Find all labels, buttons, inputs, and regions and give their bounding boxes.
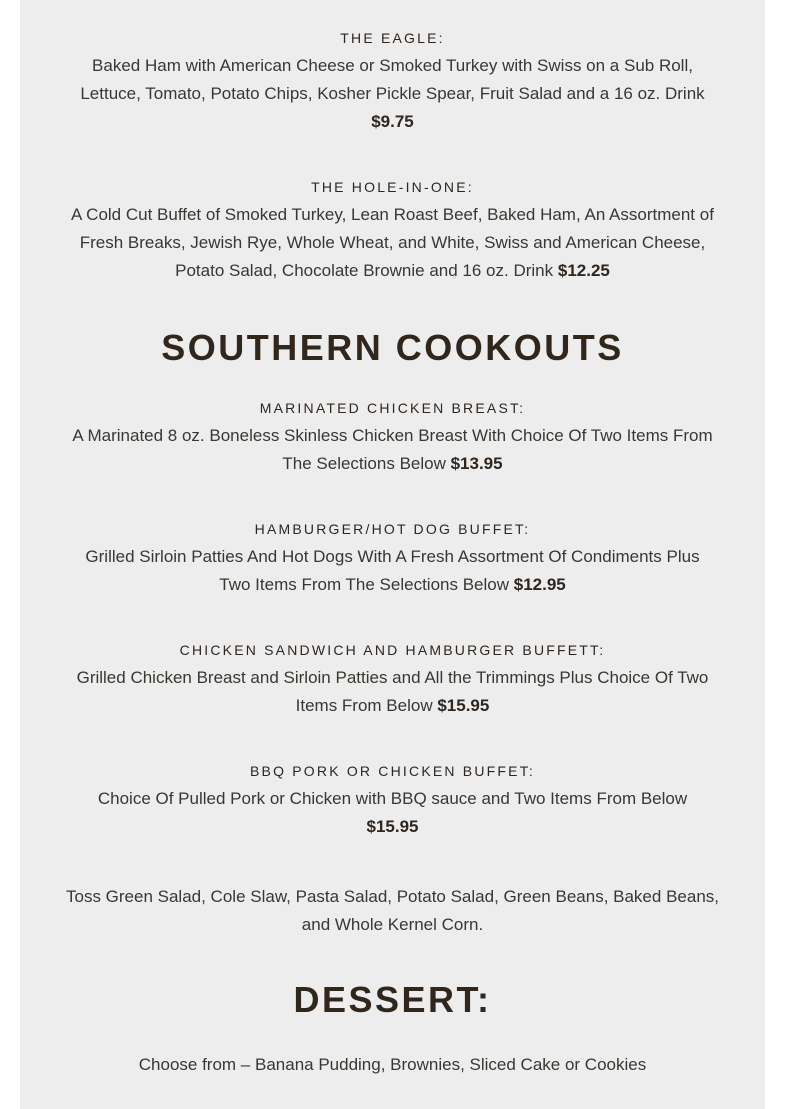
item-description: Grilled Chicken Breast and Sirloin Patties and All the Trimmings Plus Choice Of Two [76, 668, 709, 687]
item-price: $15.95 [366, 817, 419, 836]
item-description: Items From Below [295, 696, 438, 715]
item-title: BBQ PORK OR CHICKEN BUFFET: [250, 763, 535, 779]
side-selections [0, 883, 785, 939]
section-heading-southern-cookouts: SOUTHERN COOKOUTS [161, 327, 624, 368]
item-price: $12.25 [557, 261, 610, 280]
item-price: $15.95 [437, 696, 490, 715]
menu-item-bbq-pork-chicken [0, 757, 785, 841]
item-description: Baked Ham with American Cheese or Smoked Turkey with Swiss on a Sub Roll, [92, 56, 693, 75]
item-description: A Marinated 8 oz. Boneless Skinless Chicken Breast With Choice Of Two Items From [72, 426, 713, 445]
item-title: HAMBURGER/HOT DOG BUFFET: [254, 521, 531, 537]
item-title: MARINATED CHICKEN BREAST: [259, 400, 526, 416]
item-description: Two Items From The Selections Below [219, 575, 514, 594]
menu-item-hole-in-one [0, 173, 785, 285]
sides-text: Toss Green Salad, Cole Slaw, Pasta Salad, Potato Salad, Green Beans, Baked Beans, [65, 887, 719, 906]
item-description: Potato Salad, Chocolate Brownie and 16 oz. Drink [175, 261, 558, 280]
sides-text: and Whole Kernel Corn. [301, 915, 484, 934]
item-description: Choice Of Pulled Pork or Chicken with BBQ sauce and Two Items From Below [97, 789, 688, 808]
item-title: CHICKEN SANDWICH AND HAMBURGER BUFFETT: [179, 642, 606, 658]
menu-item-chicken-sandwich-hamburger [0, 636, 785, 720]
item-description: Grilled Sirloin Patties And Hot Dogs With A Fresh Assortment Of Condiments Plus [85, 547, 700, 566]
section-heading-dessert: DESSERT: [293, 979, 492, 1020]
dessert-options [0, 1051, 785, 1079]
item-description: A Cold Cut Buffet of Smoked Turkey, Lean Roast Beef, Baked Ham, An Assortment of [71, 205, 714, 224]
dessert-text: Choose from – Banana Pudding, Brownies, Sliced Cake or Cookies [138, 1055, 647, 1074]
menu-item-marinated-chicken [0, 394, 785, 478]
item-description: Fresh Breaks, Jewish Rye, Whole Wheat, and White, Swiss and American Cheese, [79, 233, 706, 252]
item-description: Lettuce, Tomato, Potato Chips, Kosher Pickle Spear, Fruit Salad and a 16 oz. Drink [80, 84, 705, 103]
menu-item-the-eagle [0, 24, 785, 136]
item-price: $12.95 [513, 575, 566, 594]
item-price: $13.95 [450, 454, 503, 473]
item-description: The Selections Below [282, 454, 451, 473]
item-title: THE HOLE-IN-ONE: [311, 179, 474, 195]
item-price: $9.75 [371, 112, 414, 131]
menu-item-hamburger-hot-dog [0, 515, 785, 599]
item-title: THE EAGLE: [340, 30, 445, 46]
